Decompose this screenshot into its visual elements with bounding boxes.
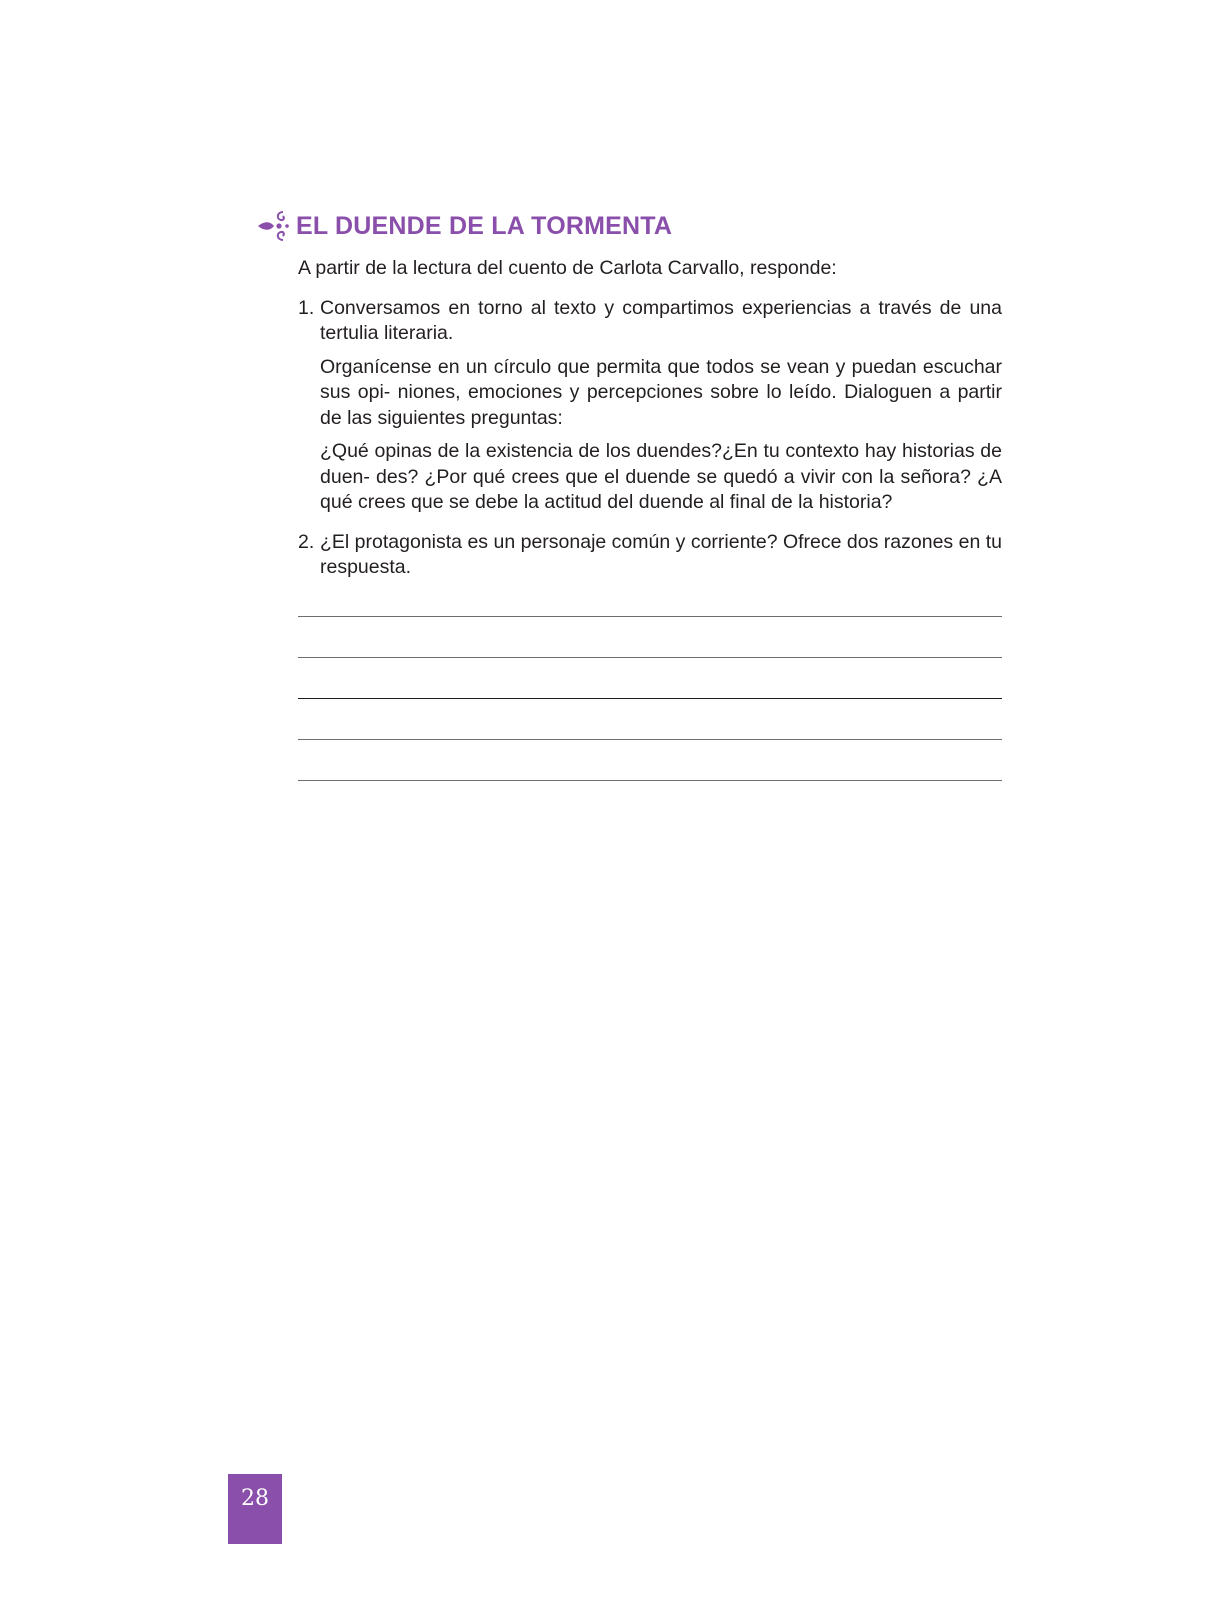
question-body	[320, 530, 1002, 581]
fleur-ornament-icon	[256, 208, 292, 244]
question-paragraph: Conversamos en torno al texto y compartimos experiencias a través de una tertulia literaria.	[320, 296, 1002, 344]
section-title: EL DUENDE DE LA TORMENTA	[296, 211, 673, 240]
question-number: 1.	[298, 296, 315, 319]
question-number: 2.	[298, 530, 315, 553]
question-paragraph: ¿Qué opinas de la existencia de los duendes?¿En tu contexto hay historias de duen- des? ¿Por qué crees que el duende se quedó a vivir con la señora? ¿A qué crees que se debe la actitud del duende al final de la historia?	[320, 440, 1002, 513]
answer-line[interactable]	[298, 740, 1002, 781]
question-2	[298, 530, 1002, 581]
question-paragraph: Organícense en un círculo que permita que todos se vean y puedan escuchar sus opi- niones, emociones y percepciones sobre lo leído. Dialoguen a partir de las siguientes preguntas:	[320, 355, 1002, 429]
intro-text: A partir de la lectura del cuento de Carlota Carvallo, responde:	[298, 257, 837, 279]
question-1	[298, 296, 1002, 516]
question-paragraph: ¿El protagonista es un personaje común y corriente? Ofrece dos razones en tu respuesta.	[320, 530, 1002, 578]
question-body	[320, 296, 1002, 516]
answer-line[interactable]	[298, 617, 1002, 658]
answer-line[interactable]	[298, 699, 1002, 740]
answer-lines	[298, 616, 1002, 781]
page-number: 28	[228, 1474, 282, 1544]
exercise-content	[298, 256, 1002, 581]
answer-line[interactable]	[298, 658, 1002, 699]
section-header	[256, 208, 672, 244]
